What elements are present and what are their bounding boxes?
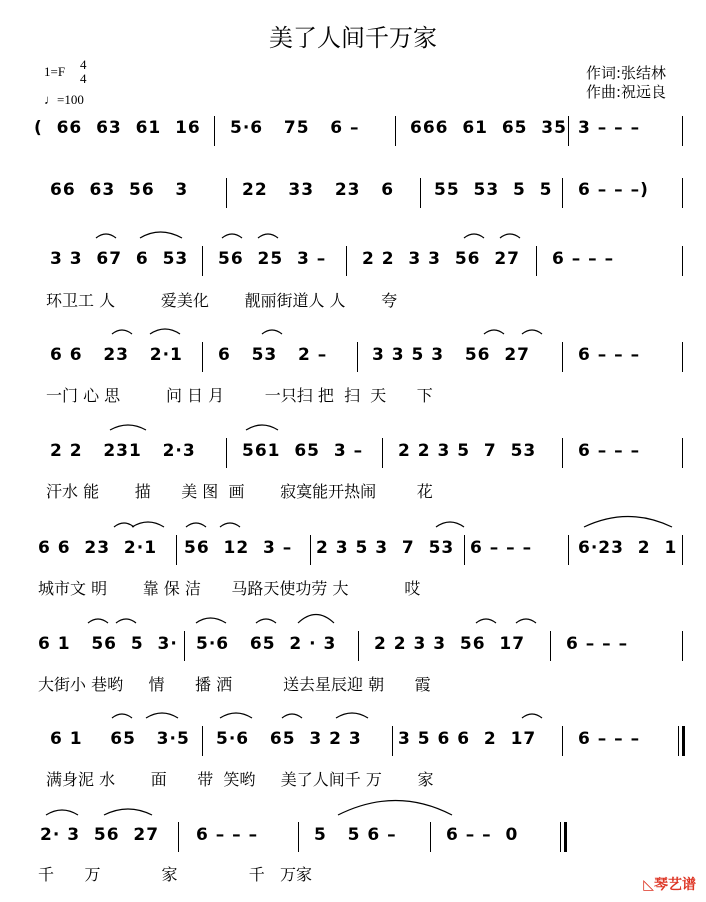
composer: 作曲:祝远良 [586, 83, 667, 101]
measure: 56 12 3 – [184, 538, 293, 558]
measure: 3 3 5 3 56 27 [372, 345, 530, 365]
measure: 6 – – – [470, 538, 533, 558]
measure: 6 – – 0 [446, 825, 519, 845]
measure: ( 66 63 61 16 [34, 118, 201, 138]
measure: 561 65 3 – [242, 441, 364, 461]
measure: 2 2 3 5 7 53 [398, 441, 537, 461]
measure: 666 61 65 35 [410, 118, 567, 138]
lyrics-line: 大街小 巷哟 情 播 洒 送去星辰迎 朝 霞 [38, 675, 431, 694]
measure: 2· 3 56 27 [40, 825, 160, 845]
time-sig-bottom: 4 [80, 71, 87, 86]
measure: 6 – – – [552, 249, 615, 269]
measure: 55 53 5 5 [434, 180, 553, 200]
key-signature: 1=F [44, 64, 66, 79]
measure: 3 – – – [578, 118, 641, 138]
lyrics-line: 一门 心 思 问 日 月 一只扫 把 扫 天 下 [46, 386, 433, 405]
lyrics-line: 汗水 能 描 美 图 画 寂寞能开热闹 花 [46, 482, 433, 501]
quarter-note-icon: ♩ [44, 92, 57, 107]
lyrics-line: 千 万 家 千 万家 [38, 865, 313, 884]
song-title: 美了人间千万家 [269, 24, 437, 52]
measure: 2 3 5 3 7 53 [316, 538, 455, 558]
measure: 22 33 23 6 [242, 180, 395, 200]
measure: 6 6 23 2·1 [50, 345, 183, 365]
measure: 6 1 65 3·5 [50, 729, 190, 749]
lyricist: 作词:张结林 [586, 64, 667, 82]
lyrics-line: 满身泥 水 面 带 笑哟 美了人间千 万 家 [46, 770, 434, 789]
measure: 6 – – – [196, 825, 259, 845]
measure: 6 6 23 2·1 [38, 538, 158, 558]
measure: 5·6 75 6 – [230, 118, 360, 138]
measure: 2 2 3 3 56 27 [362, 249, 520, 269]
time-sig-top: 4 [80, 57, 87, 72]
measure: 3 3 67 6 53 [50, 249, 189, 269]
measure: 6 53 2 – [218, 345, 328, 365]
lyrics-line: 城市文 明 靠 保 洁 马路天使功劳 大 哎 [38, 579, 421, 598]
measure: 6 – – –) [578, 180, 649, 200]
measure: 56 25 3 – [218, 249, 327, 269]
measure: 3 5 6 6 2 17 [398, 729, 537, 749]
measure: 6 – – – [578, 729, 641, 749]
measure: 6·23 2 1 [578, 538, 678, 558]
measure: 66 63 56 3 [50, 180, 189, 200]
measure: 5·6 65 2 · 3 [196, 634, 337, 654]
measure: 6 – – – [566, 634, 629, 654]
measure: 5·6 65 3 2 3 [216, 729, 362, 749]
measure: 6 – – – [578, 441, 641, 461]
watermark-logo-icon: ◺ [643, 877, 654, 893]
watermark-logo [643, 874, 696, 894]
measure: 5 5 6 – [314, 825, 397, 845]
measure: 2 2 3 3 56 17 [374, 634, 526, 654]
watermark-text: 琴艺谱 [654, 877, 696, 893]
lyrics-line: 环卫工 人 爱美化 靓丽街道人 人 夸 [46, 291, 398, 310]
measure: 2 2 231 2·3 [50, 441, 196, 461]
tempo-value: =100 [57, 92, 84, 107]
measure: 6 – – – [578, 345, 641, 365]
measure: 6 1 56 5 3· [38, 634, 178, 654]
